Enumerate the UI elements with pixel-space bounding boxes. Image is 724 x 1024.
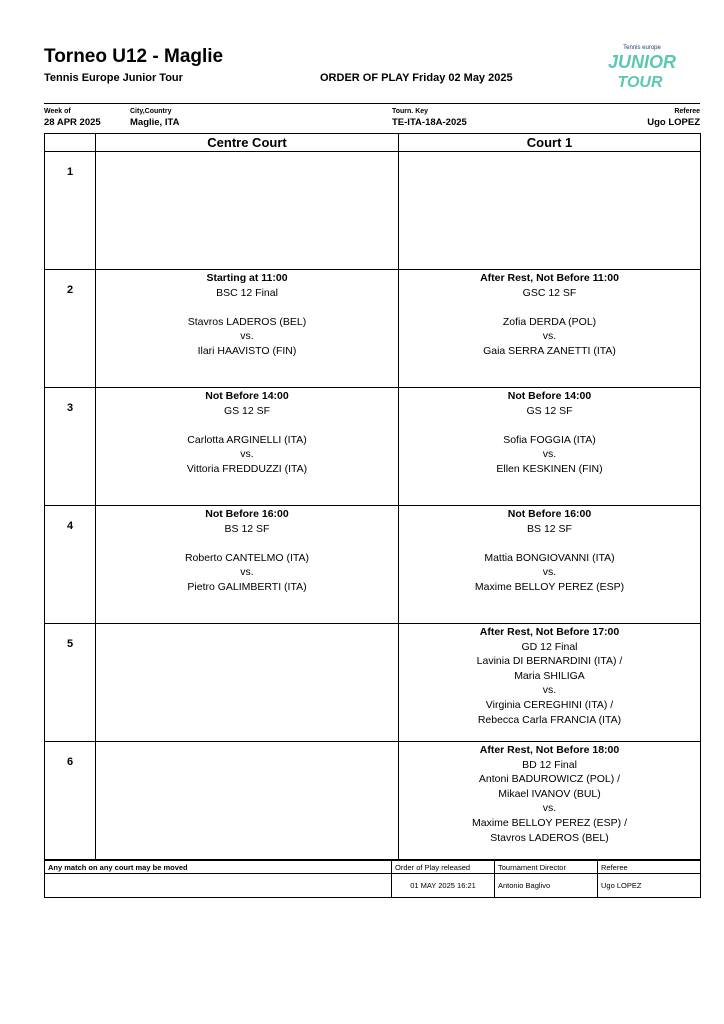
match-line: BS 12 SF [527, 522, 572, 535]
tournament-key-label: Tourn. Key [392, 108, 429, 115]
start-time: Not Before 16:00 [507, 508, 592, 520]
match-line: Maxime BELLOY PEREZ (ESP) [474, 580, 625, 593]
start-time: Starting at 11:00 [206, 272, 288, 284]
match-line: Ellen KESKINEN (FIN) [496, 462, 603, 475]
match-number: 5 [45, 624, 96, 742]
match-cell [399, 624, 701, 742]
start-time: After Rest, Not Before 17:00 [479, 626, 620, 638]
junior-tour-logo [600, 42, 684, 94]
match-line: Maria SHILIGA [514, 669, 585, 682]
director-label: Tournament Director [495, 861, 598, 874]
start-time: Not Before 14:00 [205, 390, 289, 402]
match-line: vs. [542, 802, 557, 815]
schedule-body [45, 152, 701, 860]
spacer-line [96, 536, 398, 551]
match-number: 6 [45, 742, 96, 860]
match-line: Vittoria FREDDUZZI (ITA) [186, 462, 308, 475]
match-line: Ilari HAAVISTO (FIN) [197, 344, 297, 357]
match-number: 1 [45, 152, 96, 270]
referee-label: Referee [674, 108, 700, 115]
match-cell [399, 742, 701, 860]
logo-word-tour: TOUR [617, 74, 663, 91]
footer-referee-label: Referee [598, 861, 701, 874]
footer-referee-value: Ugo LOPEZ [598, 874, 701, 898]
order-of-play-heading: ORDER OF PLAY Friday 02 May 2025 [320, 72, 513, 84]
start-time: After Rest, Not Before 11:00 [480, 272, 619, 284]
match-line: Carlotta ARGINELLI (ITA) [187, 433, 307, 446]
match-line: Sofia FOGGIA (ITA) [503, 433, 596, 446]
match-line: vs. [542, 330, 557, 343]
moved-note: Any match on any court may be moved [45, 861, 392, 874]
match-line: Stavros LADEROS (BEL) [490, 831, 609, 844]
court-header-centre: Centre Court [96, 134, 399, 152]
match-line: vs. [240, 330, 254, 343]
order-of-play-grid [44, 133, 700, 893]
match-cell [96, 506, 399, 624]
match-line: BS 12 SF [224, 522, 270, 535]
spacer-line [399, 300, 700, 315]
start-time: After Rest, Not Before 18:00 [479, 744, 620, 756]
tour-subtitle: Tennis Europe Junior Tour [44, 72, 183, 84]
released-value: 01 MAY 2025 16:21 [392, 874, 495, 898]
schedule-row [45, 152, 701, 270]
logo-top-text: Tennis europe [623, 45, 661, 51]
match-line: Stavros LADEROS (BEL) [187, 315, 307, 328]
note-blank [45, 874, 392, 898]
match-line: Antoni BADUROWICZ (POL) / [478, 773, 621, 786]
match-number: 4 [45, 506, 96, 624]
match-line: Gaia SERRA ZANETTI (ITA) [483, 344, 616, 357]
match-line: vs. [240, 448, 254, 461]
week-value: 28 APR 2025 [44, 117, 101, 128]
match-cell [96, 270, 399, 388]
court-header-court1: Court 1 [399, 134, 701, 152]
referee-value: Ugo LOPEZ [647, 117, 700, 128]
week-label: Week of [44, 108, 71, 115]
match-number: 2 [45, 270, 96, 388]
match-cell [399, 270, 701, 388]
match-cell [96, 624, 399, 742]
spacer-line [399, 536, 700, 551]
corner-cell [45, 134, 96, 152]
start-time: Not Before 14:00 [507, 390, 592, 402]
match-line: GSC 12 SF [522, 286, 577, 299]
match-line: Mikael IVANOV (BUL) [498, 787, 601, 800]
released-label: Order of Play released [392, 861, 495, 874]
start-time: Not Before 16:00 [205, 508, 289, 520]
match-number: 3 [45, 388, 96, 506]
spacer-line [96, 418, 398, 433]
match-line: Roberto CANTELMO (ITA) [184, 551, 310, 564]
schedule-row [45, 624, 701, 742]
match-cell [399, 388, 701, 506]
match-cell [96, 742, 399, 860]
city-value: Maglie, ITA [130, 117, 180, 128]
schedule-row [45, 388, 701, 506]
match-line: BD 12 Final [522, 758, 577, 771]
schedule-row [45, 506, 701, 624]
match-line: Rebecca Carla FRANCIA (ITA) [477, 713, 622, 726]
match-cell [399, 152, 701, 270]
tournament-title: Torneo U12 - Maglie [44, 46, 224, 67]
spacer-line [399, 418, 700, 433]
match-line: vs. [542, 448, 557, 461]
match-line: vs. [542, 684, 557, 697]
city-label: City,Country [130, 108, 172, 115]
match-line: BSC 12 Final [216, 286, 278, 299]
schedule-table [44, 133, 701, 860]
match-line: vs. [542, 566, 557, 579]
footer-table [44, 860, 701, 898]
match-line: Maxime BELLOY PEREZ (ESP) / [471, 816, 628, 829]
spacer-line [96, 300, 398, 315]
schedule-row [45, 742, 701, 860]
logo-word-junior: JUNIOR [607, 52, 677, 72]
header-rule [44, 103, 700, 104]
match-line: GS 12 SF [223, 404, 271, 417]
match-line: Lavinia DI BERNARDINI (ITA) / [476, 655, 623, 668]
match-line: Zofia DERDA (POL) [502, 315, 597, 328]
tournament-key-value: TE-ITA-18A-2025 [392, 117, 467, 128]
schedule-row [45, 270, 701, 388]
match-cell [96, 152, 399, 270]
match-line: Mattia BONGIOVANNI (ITA) [484, 551, 615, 564]
match-line: Virginia CEREGHINI (ITA) / [485, 698, 614, 711]
match-line: Pietro GALIMBERTI (ITA) [187, 580, 307, 593]
match-line: GS 12 SF [526, 404, 573, 417]
director-value: Antonio Baglivo [495, 874, 598, 898]
match-cell [399, 506, 701, 624]
match-cell [96, 388, 399, 506]
match-line: GD 12 Final [521, 640, 578, 653]
match-line: vs. [240, 566, 254, 579]
